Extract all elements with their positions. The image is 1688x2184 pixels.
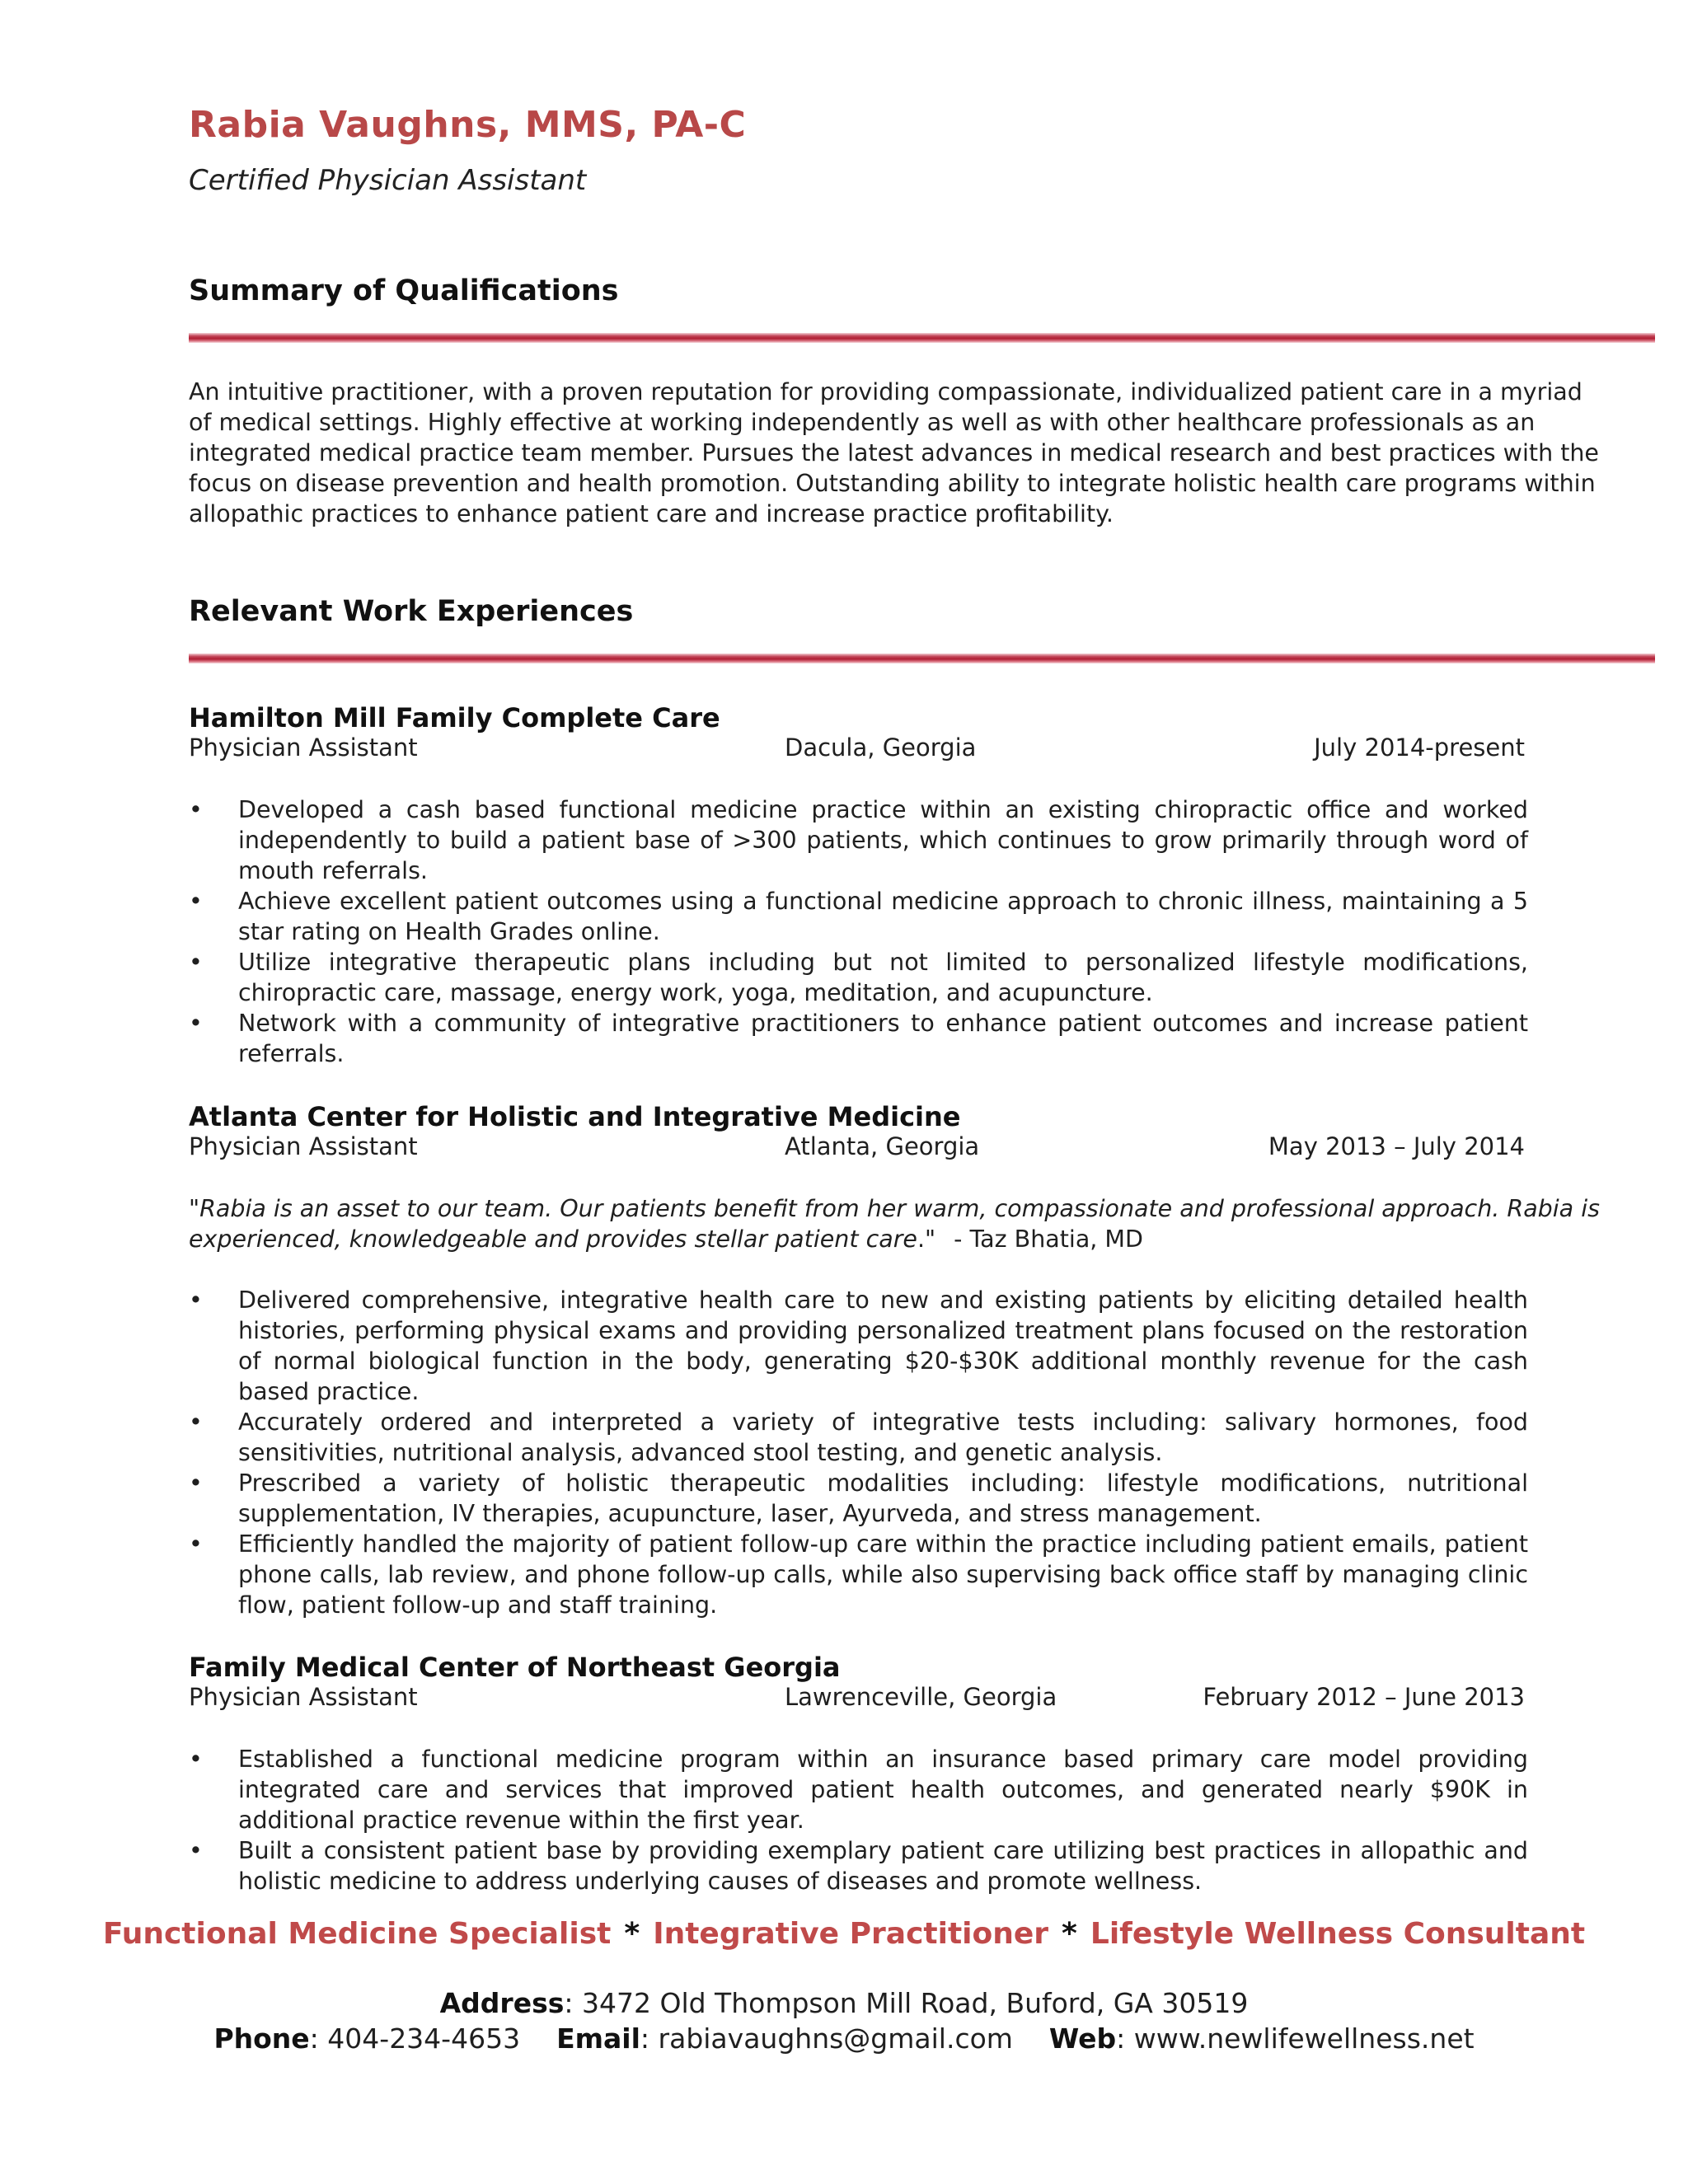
list-item <box>189 794 1528 886</box>
bullet-marker: • <box>189 1746 203 1773</box>
job-location: Lawrenceville, Georgia <box>785 1683 1057 1711</box>
bullet-text: Developed a cash based functional medicine practice within an existing chiropractic office and worked independently to build a patient base of >300 patients, which continues to grow primarily through word of mouth referrals. <box>238 796 1528 884</box>
quote-open: " <box>189 1195 200 1222</box>
summary-rule <box>189 333 1655 343</box>
colon: : <box>309 2022 319 2055</box>
email-label: Email <box>556 2022 640 2055</box>
candidate-name: Rabia Vaughns, MMS, PA-C <box>189 104 747 146</box>
bullet-marker: • <box>189 1408 203 1436</box>
job-role: Physician Assistant <box>189 733 418 762</box>
tagline-separator: * <box>1062 1917 1077 1951</box>
tagline-item: Lifestyle Wellness Consultant <box>1090 1917 1586 1951</box>
bullet-marker: • <box>189 1286 203 1314</box>
tagline-item: Integrative Practitioner <box>653 1917 1049 1951</box>
web-label: Web <box>1048 2022 1117 2055</box>
candidate-title: Certified Physician Assistant <box>189 164 587 197</box>
address-line <box>0 1987 1688 2019</box>
list-item <box>189 1835 1528 1896</box>
tagline-item: Functional Medicine Specialist <box>102 1917 612 1951</box>
bullet-text: Efficiently handled the majority of patient follow-up care within the practice including patient emails, patient phone calls, lab review, and phone follow-up calls, while also supervising back office staff by managing clinic flow, patient follow-up and staff training. <box>238 1530 1528 1619</box>
list-item <box>189 1529 1528 1620</box>
summary-text: An intuitive practitioner, with a proven reputation for providing compassionate, individualized patient care in a myriad of medical settings. Highly effective at working independently as well as with other healthcare professionals as an integrated medical practice team member. Pursues the latest advances in medical research and best practices with the focus on disease prevention and health promotion. Outstanding ability to integrate holistic health care programs within allopathic practices to enhance patient care and increase practice profitability. <box>189 378 1599 527</box>
address-label: Address <box>439 1987 565 2019</box>
job-role: Physician Assistant <box>189 1132 418 1160</box>
job-employer: Hamilton Mill Family Complete Care <box>189 702 720 733</box>
bullet-marker: • <box>189 1530 203 1558</box>
bullet-text: Delivered comprehensive, integrative health care to new and existing patients by eliciting detailed health histories, performing physical exams and providing personalized treatment plans focused on the restoration of normal biological function in the body, generating $20-$30K additional monthly revenue for the cash based practice. <box>238 1286 1528 1405</box>
list-item <box>189 1285 1528 1407</box>
website-link[interactable]: www.newlifewellness.net <box>1133 2022 1475 2055</box>
phone-label: Phone <box>213 2022 310 2055</box>
colon: : <box>564 1987 574 2019</box>
bullet-text: Established a functional medicine program within an insurance based primary care model providing integrated care and services that improved patient health outcomes, and generated nearly $90K in additional practice revenue within the first year. <box>238 1746 1528 1834</box>
list-item <box>189 1744 1528 1835</box>
job-dates: July 2014-present <box>1314 733 1525 762</box>
quote-close: ." <box>917 1226 936 1253</box>
specialty-tagline <box>0 1917 1688 1951</box>
bullet-text: Utilize integrative therapeutic plans including but not limited to personalized lifestyle modifications, chiropractic care, massage, energy work, yoga, meditation, and acupuncture. <box>238 949 1528 1006</box>
list-item <box>189 1468 1528 1529</box>
bullet-marker: • <box>189 1010 203 1037</box>
quote-text: Rabia is an asset to our team. Our patients benefit from her warm, compassionate and professional approach. Rabia is experienced, knowledgeable and provides stellar patient care <box>189 1195 1600 1253</box>
bullet-marker: • <box>189 1837 203 1864</box>
job-employer: Family Medical Center of Northeast Georgia <box>189 1652 841 1683</box>
quote-author: - Taz Bhatia, MD <box>954 1226 1143 1253</box>
job-bullets <box>189 1285 1528 1620</box>
list-item <box>189 1008 1528 1069</box>
testimonial-quote <box>189 1193 1606 1254</box>
bullet-text: Prescribed a variety of holistic therapeutic modalities including: lifestyle modifications, nutritional supplementation, IV therapies, acupuncture, laser, Ayurveda, and stress management. <box>238 1469 1528 1527</box>
bullet-text: Built a consistent patient base by providing exemplary patient care utilizing best practices in allopathic and holistic medicine to address underlying causes of diseases and promote wellness. <box>238 1837 1528 1895</box>
job-location: Dacula, Georgia <box>785 733 977 762</box>
email-link[interactable]: rabiavaughns@gmail.com <box>658 2022 1013 2055</box>
bullet-text: Network with a community of integrative practitioners to enhance patient outcomes and increase patient referrals. <box>238 1010 1528 1067</box>
job-employer: Atlanta Center for Holistic and Integrative Medicine <box>189 1101 961 1132</box>
colon: : <box>640 2022 650 2055</box>
bullet-marker: • <box>189 888 203 915</box>
bullet-marker: • <box>189 949 203 976</box>
experience-rule <box>189 654 1655 663</box>
contact-line <box>0 2022 1688 2055</box>
job-bullets <box>189 1744 1528 1896</box>
phone-value[interactable]: 404-234-4653 <box>327 2022 521 2055</box>
job-bullets <box>189 794 1528 1069</box>
colon: : <box>1116 2022 1126 2055</box>
tagline-separator: * <box>624 1917 640 1951</box>
address-value: 3472 Old Thompson Mill Road, Buford, GA 30519 <box>582 1987 1249 2019</box>
experience-heading: Relevant Work Experiences <box>189 595 634 628</box>
job-dates: May 2013 – July 2014 <box>1268 1132 1525 1160</box>
job-location: Atlanta, Georgia <box>785 1132 980 1160</box>
bullet-text: Accurately ordered and interpreted a variety of integrative tests including: salivary hormones, food sensitivities, nutritional analysis, advanced stool testing, and genetic analysis. <box>238 1408 1528 1466</box>
bullet-text: Achieve excellent patient outcomes using a functional medicine approach to chronic illness, maintaining a 5 star rating on Health Grades online. <box>238 888 1528 945</box>
summary-heading: Summary of Qualifications <box>189 274 619 307</box>
bullet-marker: • <box>189 1469 203 1497</box>
job-dates: February 2012 – June 2013 <box>1203 1683 1525 1711</box>
bullet-marker: • <box>189 796 203 823</box>
list-item <box>189 1407 1528 1468</box>
job-role: Physician Assistant <box>189 1683 418 1711</box>
list-item <box>189 886 1528 947</box>
list-item <box>189 947 1528 1008</box>
